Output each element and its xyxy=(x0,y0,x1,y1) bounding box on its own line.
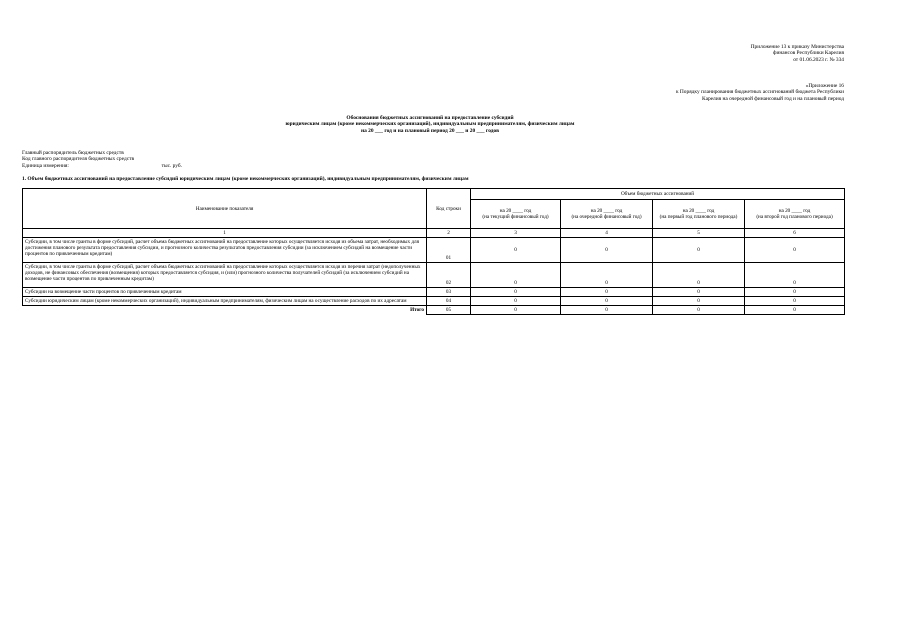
table-row xyxy=(23,297,845,306)
section-1-title: 1. Объем бюджетных ассигнований на предоставление субсидий юридическим лицам (кроме некоммерческих организаций), индивидуальным предпринимателям, физическим лицам xyxy=(22,176,469,182)
annex-line-2: финансов Республики Карелия xyxy=(773,50,844,57)
annex-reference xyxy=(560,44,844,63)
row-code: 01 xyxy=(427,238,471,263)
unit-value: тыс. руб. xyxy=(161,162,182,169)
column-index-row xyxy=(23,229,845,238)
header-col-6-year: на 20 ____ год xyxy=(778,208,811,214)
value-cell: 0 xyxy=(745,297,845,306)
code-label: Код главного распорядителя бюджетных средств xyxy=(22,156,134,163)
header-col-5 xyxy=(653,200,745,229)
value-cell: 0 xyxy=(561,297,653,306)
row-description: Субсидии, в том числе гранты в форме субсидий, расчет объема бюджетных ассигнований на предоставление которых осуществляется исходя из перечня затрат (недополученных доходов, не финансовых обеспечения (возмещения) которых предоставляется субсидия, и (или) прогнозного количества получателей субсидий (за исключением субсидий на возмещение части процентов по привлеченным кредитам) xyxy=(23,263,427,288)
header-col-6 xyxy=(745,200,845,229)
table-row xyxy=(23,238,845,263)
value-cell: 0 xyxy=(471,297,561,306)
value-cell: 0 xyxy=(745,238,845,263)
annex16-line-1: «Приложение 16 xyxy=(805,83,844,89)
row-code: 02 xyxy=(427,263,471,288)
value-cell: 0 xyxy=(561,288,653,297)
table-row xyxy=(23,263,845,288)
budget-table xyxy=(22,188,845,315)
annex-line-3: от 01.06.2023 г. № 334 xyxy=(793,56,844,63)
header-col-5-year: на 20 ____ год xyxy=(682,208,715,214)
table-row xyxy=(23,288,845,297)
row-description: Субсидии, в том числе гранты в форме субсидий, расчет объема бюджетных ассигнований на предоставление которых осуществляется исходя из объема затрат, необходимых для достижения планового результата предоставления субсидии, и прогнозного количества результатов предоставления субсидии (за исключением субсидий на возмещение части процентов по привлеченным кредитам) xyxy=(23,238,427,263)
header-col-5-period: (на первый год планового периода) xyxy=(659,214,738,220)
row-description: Субсидии юридическим лицам (кроме некоммерческих организаций), индивидуальным предпринимателям, физическим лицам на осуществление расходов по их адресатам xyxy=(23,297,427,306)
value-cell: 0 xyxy=(471,263,561,288)
column-index: 6 xyxy=(745,229,845,238)
value-cell: 0 xyxy=(653,297,745,306)
value-cell: 0 xyxy=(745,288,845,297)
total-row xyxy=(23,306,845,315)
header-col-3-period: (на текущий финансовый год) xyxy=(482,214,549,220)
header-col-6-period: (на второй год планового периода) xyxy=(756,214,833,220)
title-line-1: Обоснования бюджетных ассигнований на предоставление субсидий xyxy=(346,115,514,121)
row-code: 04 xyxy=(427,297,471,306)
header-code: Код строки xyxy=(427,189,471,229)
value-cell: 0 xyxy=(653,263,745,288)
total-value-cell: 0 xyxy=(745,306,845,315)
recipient-label: Главный распорядитель бюджетных средств xyxy=(22,150,124,156)
header-group: Объем бюджетных ассигнований xyxy=(471,189,845,200)
value-cell: 0 xyxy=(653,288,745,297)
header-row-1 xyxy=(23,189,845,200)
document-title xyxy=(150,115,710,134)
value-cell: 0 xyxy=(653,238,745,263)
column-index: 2 xyxy=(427,229,471,238)
value-cell: 0 xyxy=(561,263,653,288)
header-col-4-period: (на очередной финансовый год) xyxy=(571,214,642,220)
value-cell: 0 xyxy=(745,263,845,288)
column-index: 3 xyxy=(471,229,561,238)
title-line-3: на 20 ___ год и на плановый период 20 ___ и 20 ___ годов xyxy=(361,127,499,134)
title-line-2: юридическим лицам (кроме некоммерческих организаций), индивидуальным предпринимателям, физическим лицам xyxy=(285,121,575,128)
header-col-4-year: на 20 ____ год xyxy=(590,208,623,214)
header-col-4 xyxy=(561,200,653,229)
document-meta xyxy=(22,150,272,169)
total-value-cell: 0 xyxy=(653,306,745,315)
row-description: Субсидии на возмещение части процентов по привлеченным кредитам xyxy=(23,288,427,297)
column-index: 1 xyxy=(23,229,427,238)
annex16-line-3: Карелия на очередной финансовый год и на плановый период xyxy=(702,95,844,102)
unit-label: Единица измерения: xyxy=(22,162,69,169)
header-name: Наименование показателя xyxy=(23,189,427,229)
header-col-3-year: на 20 ____ год xyxy=(499,208,532,214)
total-code: 05 xyxy=(427,306,471,315)
annex16-reference xyxy=(560,83,844,102)
value-cell: 0 xyxy=(561,238,653,263)
annex-line-1: Приложение 13 к приказу Министерства xyxy=(750,44,844,50)
value-cell: 0 xyxy=(471,238,561,263)
value-cell: 0 xyxy=(471,288,561,297)
annex16-line-2: к Порядку планирования бюджетных ассигнований бюджета Республики xyxy=(675,89,844,96)
total-value-cell: 0 xyxy=(561,306,653,315)
header-col-3 xyxy=(471,200,561,229)
row-code: 03 xyxy=(427,288,471,297)
total-value-cell: 0 xyxy=(471,306,561,315)
column-index: 4 xyxy=(561,229,653,238)
total-label: Итого xyxy=(410,307,424,314)
column-index: 5 xyxy=(653,229,745,238)
